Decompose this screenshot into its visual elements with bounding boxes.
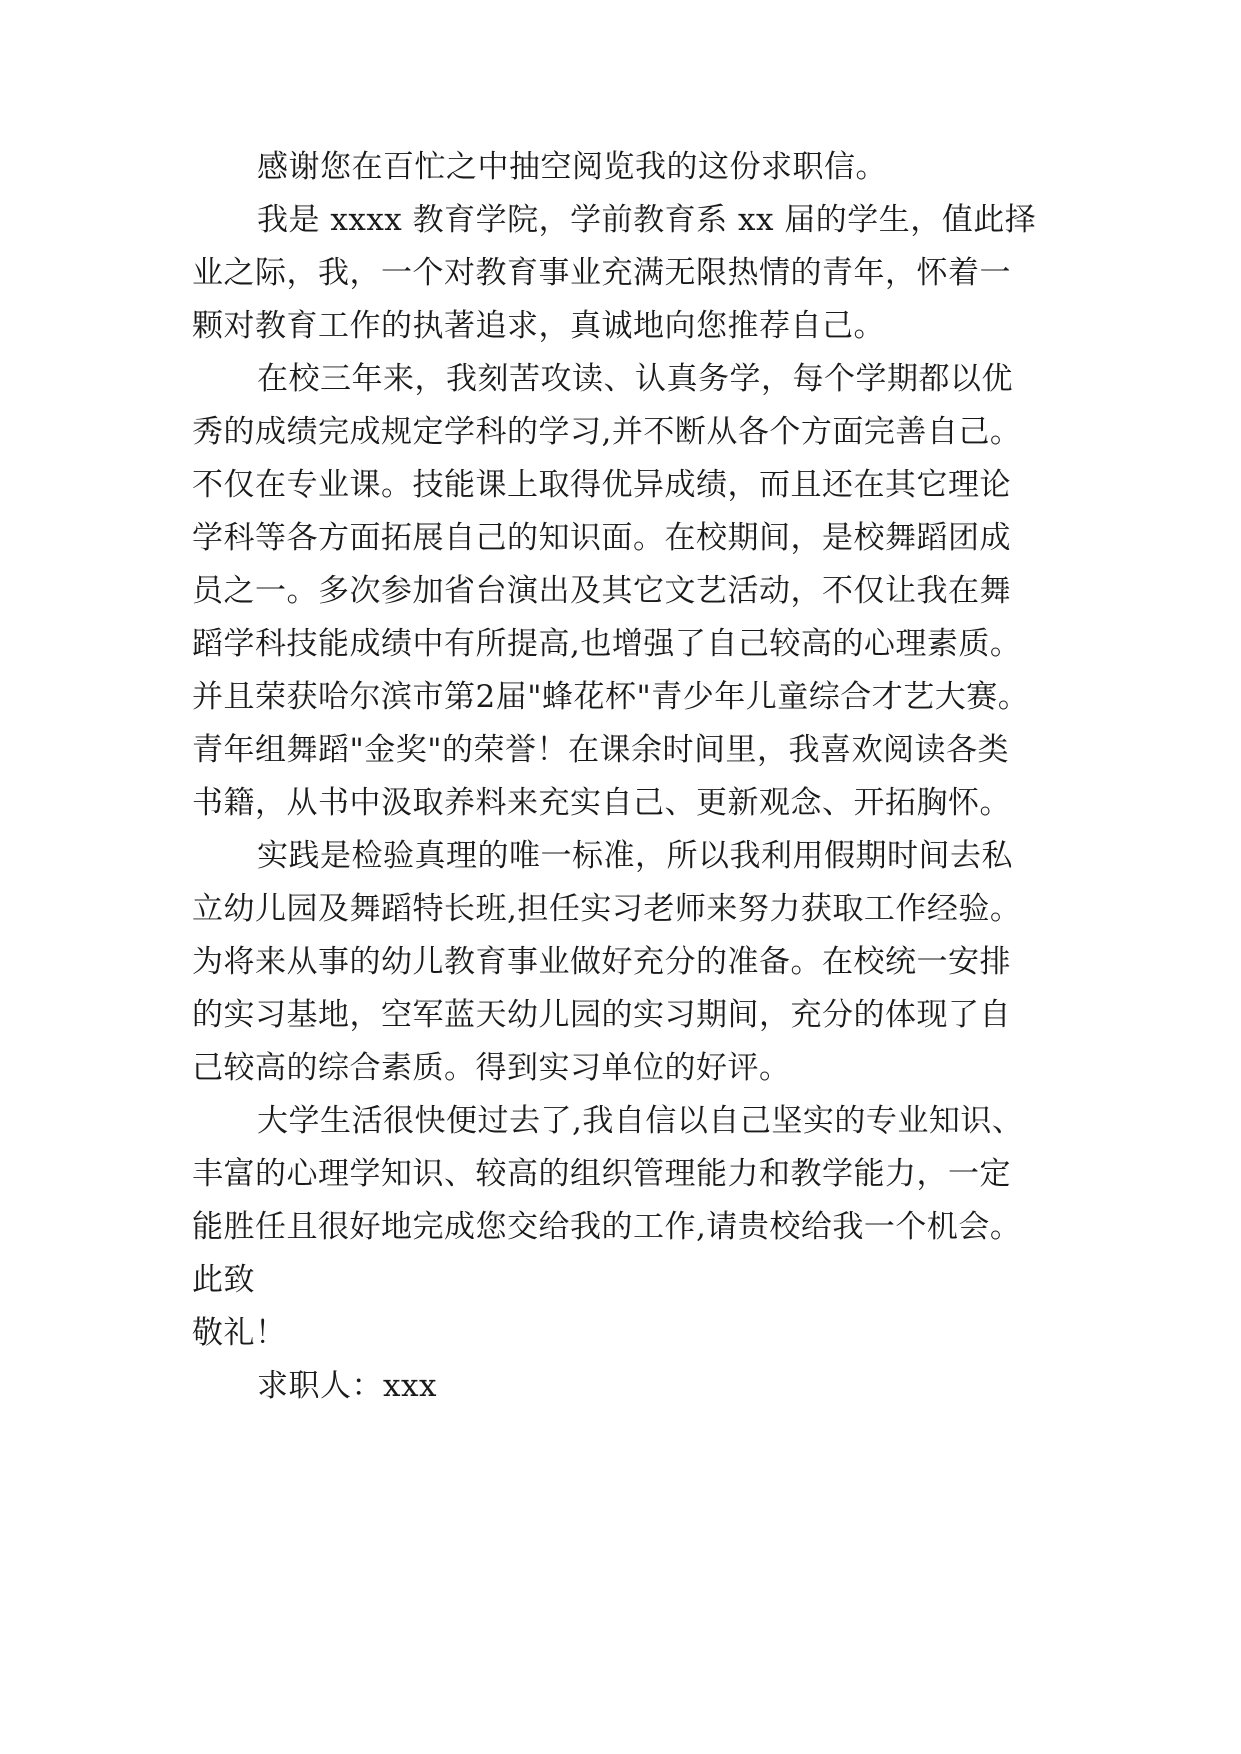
paragraph-line: 立幼儿园及舞蹈特长班,担任实习老师来努力获取工作经验。 (192, 891, 1022, 927)
closing-regards: 敬礼！ (192, 1315, 287, 1351)
paragraph-line: 大学生活很快便过去了,我自信以自己坚实的专业知识、 (257, 1103, 1024, 1139)
paragraph-line: 的实习基地，空军蓝天幼儿园的实习期间，充分的体现了自 (192, 997, 1011, 1033)
paragraph-line: 秀的成绩完成规定学科的学习,并不断从各个方面完善自己。 (192, 414, 1022, 450)
paragraph-line: 业之际，我，一个对教育事业充满无限热情的青年，怀着一 (192, 255, 1011, 291)
paragraph-line: 感谢您在百忙之中抽空阅览我的这份求职信。 (257, 149, 887, 185)
paragraph-line: 实践是检验真理的唯一标准，所以我利用假期时间去私 (257, 838, 1013, 874)
paragraph-line: 能胜任且很好地完成您交给我的工作,请贵校给我一个机会。 (192, 1209, 1022, 1245)
paragraph-line: 丰富的心理学知识、较高的组织管理能力和教学能力，一定 (192, 1156, 1011, 1192)
paragraph-line: 学科等各方面拓展自己的知识面。在校期间，是校舞蹈团成 (192, 520, 1011, 556)
paragraph-line: 并且荣获哈尔滨市第2届"蜂花杯"青少年儿童综合才艺大赛。 (192, 679, 1030, 715)
paragraph-line: 为将来从事的幼儿教育事业做好充分的准备。在校统一安排 (192, 944, 1011, 980)
signature-line: 求职人：xxx (257, 1368, 437, 1404)
paragraph-line: 己较高的综合素质。得到实习单位的好评。 (192, 1050, 791, 1086)
paragraph-line: 颗对教育工作的执著追求，真诚地向您推荐自己。 (192, 308, 885, 344)
paragraph-line: 青年组舞蹈"金奖"的荣誉！在课余时间里，我喜欢阅读各类 (192, 732, 1010, 768)
paragraph-line: 员之一。多次参加省台演出及其它文艺活动，不仅让我在舞 (192, 573, 1011, 609)
paragraph-line: 在校三年来，我刻苦攻读、认真务学，每个学期都以优 (257, 361, 1013, 397)
paragraph-line: 蹈学科技能成绩中有所提高,也增强了自己较高的心理素质。 (192, 626, 1022, 662)
paragraph-line: 我是 xxxx 教育学院，学前教育系 xx 届的学生，值此择 (257, 202, 1037, 238)
paragraph-line: 书籍，从书中汲取养料来充实自己、更新观念、开拓胸怀。 (192, 785, 1011, 821)
closing-salutation: 此致 (192, 1262, 255, 1298)
paragraph-line: 不仅在专业课。技能课上取得优异成绩，而且还在其它理论 (192, 467, 1011, 503)
